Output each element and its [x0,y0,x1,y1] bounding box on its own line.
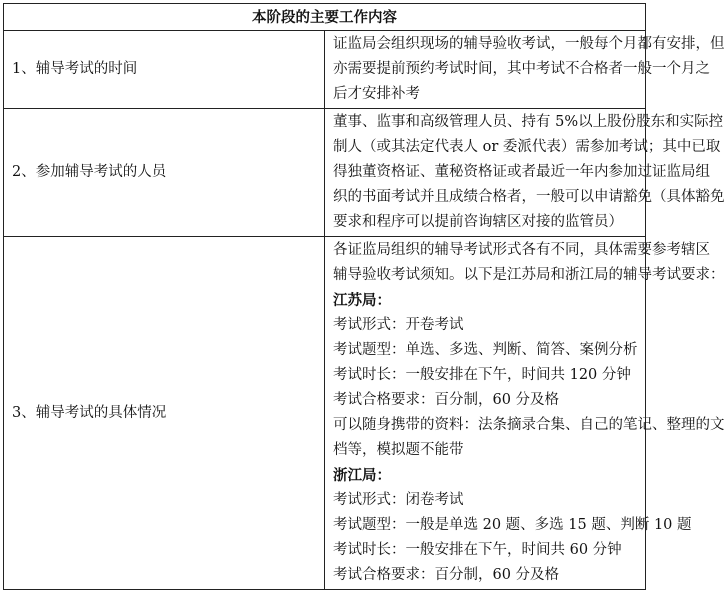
content-line: 档等，模拟题不能带 [333,442,464,458]
row-label: 3、辅导考试的具体情况 [4,237,325,590]
content-line: 考试时长：一般安排在下午，时间共 120 分钟 [333,367,631,383]
row-label: 1、辅导考试的时间 [4,31,325,109]
content-line: 可以随身携带的资料：法条摘录合集、自己的笔记、整理的文 [333,417,725,433]
content-line: 要求和程序可以提前咨询辖区对接的监管员） [333,214,623,230]
row-label: 2、参加辅导考试的人员 [4,109,325,237]
table-row [4,31,646,109]
section-heading-jiangsu: 江苏局： [333,292,391,309]
content-line: 各证监局组织的辅导考试形式各有不同，具体需要参考辖区 [333,242,710,258]
content-line: 董事、监事和高级管理人员、持有 5%以上股份股东和实际控 [333,114,724,130]
content-line: 亦需要提前预约考试时间，其中考试不合格者一般一个月之 [333,61,710,77]
table-row [4,237,646,590]
content-line: 得独董资格证、董秘资格证或者最近一年内参加过证监局组 [333,164,710,180]
table-header: 本阶段的主要工作内容 [4,4,646,31]
work-content-table [3,3,725,590]
row-content [325,237,725,590]
content-line: 考试合格要求：百分制，60 分及格 [333,567,560,583]
row-content [325,31,725,109]
content-line: 考试合格要求：百分制，60 分及格 [333,392,560,408]
content-line: 辅导验收考试须知。以下是江苏局和浙江局的辅导考试要求： [333,267,725,283]
content-line: 证监局会组织现场的辅导验收考试，一般每个月都有安排，但 [333,36,725,52]
content-line: 考试题型：单选、多选、判断、简答、案例分析 [333,342,638,358]
table-header-row [4,4,646,31]
content-line: 考试题型：一般是单选 20 题、多选 15 题、判断 10 题 [333,517,692,533]
content-line: 后才安排补考 [333,86,420,102]
content-line: 织的书面考试并且成绩合格者，一般可以申请豁免（具体豁免 [333,189,725,205]
row-content [325,109,725,237]
content-line: 考试形式：开卷考试 [333,317,464,333]
section-heading-zhejiang: 浙江局： [333,467,391,484]
table-row [4,109,646,237]
content-line: 考试时长：一般安排在下午，时间共 60 分钟 [333,542,622,558]
content-line: 制人（或其法定代表人 or 委派代表）需参加考试；其中已取 [333,139,721,155]
content-line: 考试形式：闭卷考试 [333,492,464,508]
